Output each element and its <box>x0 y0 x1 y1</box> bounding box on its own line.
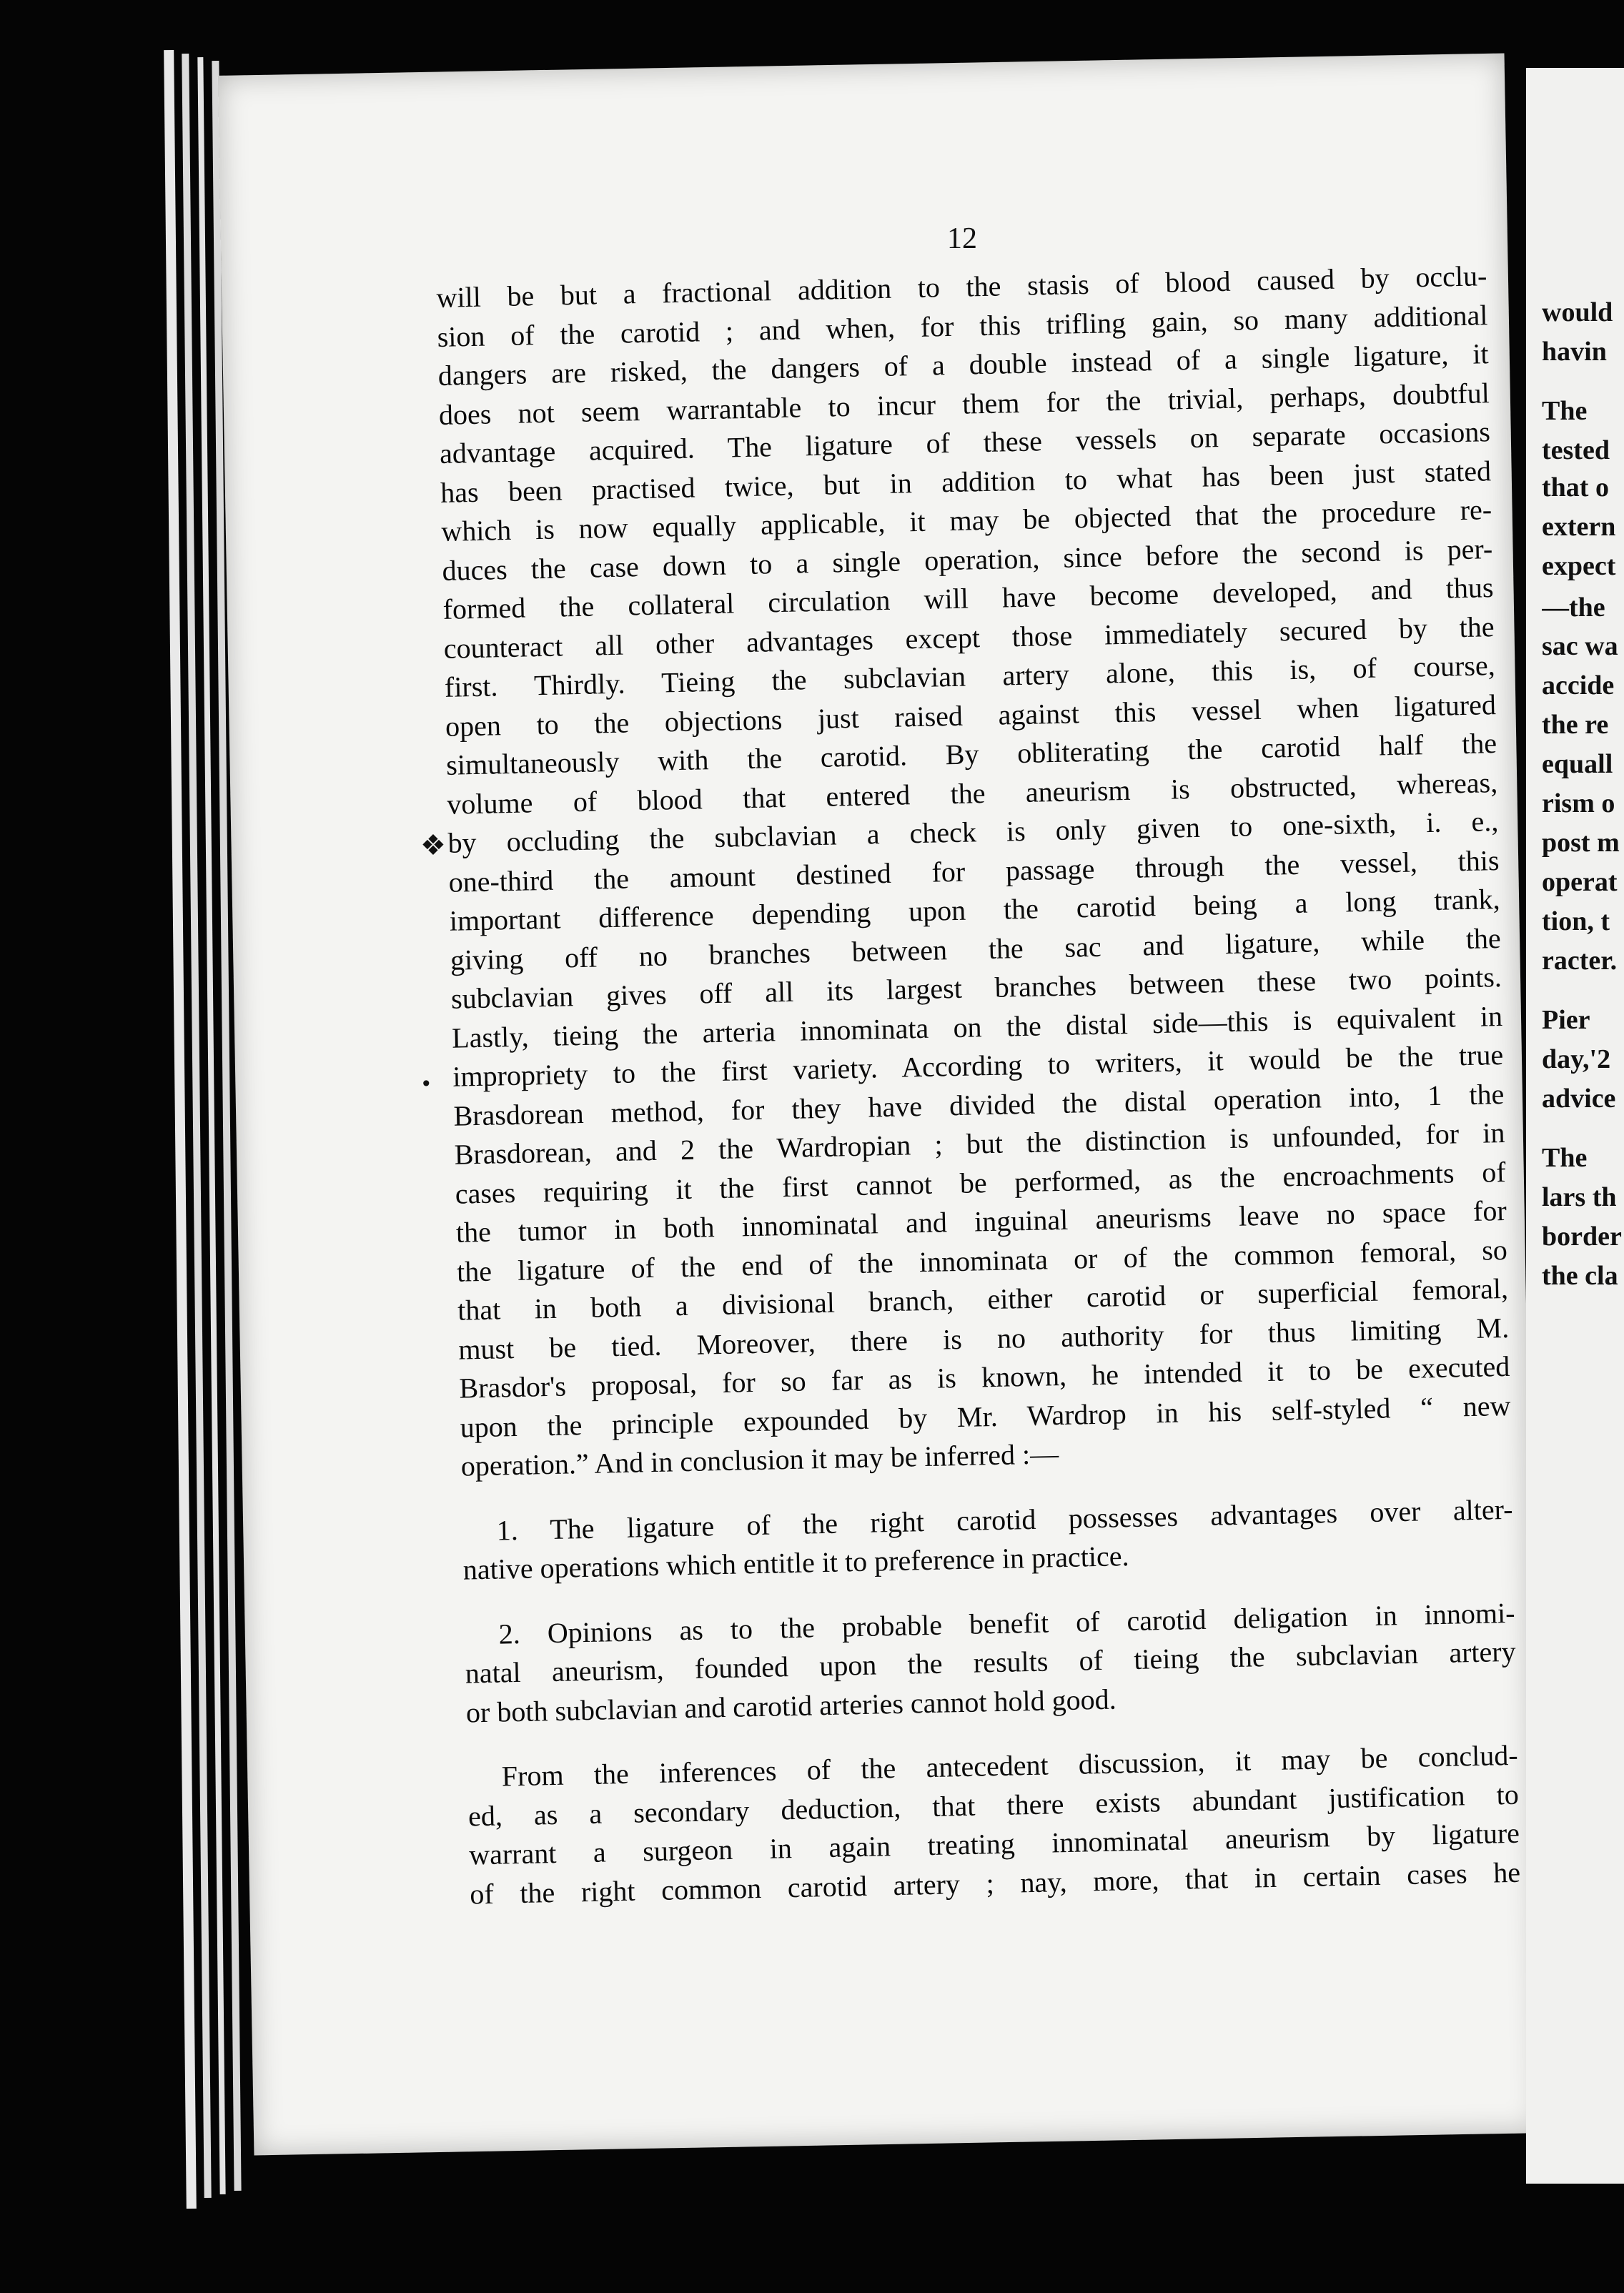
facing-page-fragment: havin <box>1542 337 1607 367</box>
text-line: warrant a surgeon in again treating innominatal aneurism by ligature <box>468 1816 1520 1871</box>
text-line: impropriety to the first variety. According to writers, it would be the true <box>452 1038 1504 1093</box>
text-line: 1. The ligature of the right carotid possesses advantages over alter- <box>496 1492 1513 1547</box>
facing-page-fragment: extern <box>1542 512 1616 542</box>
text-line: has been practised twice, but in addition to what has been just stated <box>440 454 1492 509</box>
text-line: 2. Opinions as to the probable benefit of carotid deligation in innomi- <box>498 1596 1515 1650</box>
text-line: counteract all other advantages except those immediately secured by the <box>443 610 1495 665</box>
text-line: one-third the amount destined for passage through the vessel, this <box>448 843 1500 898</box>
text-line: or both subclavian and carotid arteries cannot hold good. <box>465 1683 1117 1729</box>
facing-page-fragment: that o <box>1542 472 1609 502</box>
text-line: volume of blood that entered the aneurism is obstructed, whereas, <box>446 766 1498 821</box>
text-line: the ligature of the end of the innominata or of the common femoral, so <box>456 1233 1508 1288</box>
facing-page <box>1526 68 1624 2184</box>
page-number: 12 <box>947 222 977 255</box>
text-line: upon the principle expounded by Mr. Wardrop in his self-styled “ new <box>460 1389 1511 1444</box>
facing-page-fragment: tested <box>1542 435 1610 465</box>
facing-page-fragment: lars th <box>1542 1182 1617 1212</box>
text-line: first. Thirdly. Tieing the subclavian artery alone, this is, of course, <box>444 649 1496 703</box>
text-line: From the inferences of the antecedent discussion, it may be conclud- <box>501 1738 1519 1793</box>
text-line: open to the objections just raised against this vessel when ligatured <box>445 688 1497 743</box>
margin-mark: ❖ <box>420 829 446 862</box>
text-line: duces the case down to a single operation, since before the second is per- <box>442 532 1493 587</box>
facing-page-fragment: The <box>1542 1143 1588 1173</box>
text-line: simultaneously with the carotid. By obliterating the carotid half the <box>445 727 1497 781</box>
text-line: ed, as a secondary deduction, that there exists abundant justification to <box>467 1778 1520 1833</box>
facing-page-fragment: would <box>1542 297 1613 327</box>
margin-mark: • <box>420 1072 432 1096</box>
facing-page-fragment: expect <box>1542 551 1616 581</box>
text-line: Brasdorean, and 2 the Wardropian ; but the distinction is unfounded, for in <box>454 1116 1505 1171</box>
facing-page-fragment: the re <box>1542 710 1609 740</box>
facing-page-fragment: rism o <box>1542 788 1615 818</box>
text-line: must be tied. Moreover, there is no authority for thus limiting M. <box>457 1311 1510 1366</box>
text-line: cases requiring it the first cannot be performed, as the encroachments of <box>455 1155 1506 1210</box>
text-line: Lastly, tieing the arteria innominata on the distal side—this is equivalent in <box>451 999 1503 1054</box>
text-line: dangers are risked, the dangers of a double instead of a single ligature, it <box>437 337 1489 392</box>
facing-page-fragment: the cla <box>1542 1261 1618 1291</box>
facing-page-fragment: day,'2 <box>1542 1044 1611 1074</box>
facing-page-fragment: tion, t <box>1542 906 1610 936</box>
facing-page-fragment: post m <box>1542 828 1620 858</box>
text-line: subclavian gives off all its largest branches between these two points. <box>450 960 1502 1015</box>
text-line: formed the collateral circulation will have become developed, and thus <box>442 571 1494 625</box>
final-paragraph <box>467 1736 1520 1914</box>
facing-page-fragment: —the <box>1542 593 1605 623</box>
facing-page-fragment: advice <box>1542 1084 1616 1114</box>
facing-page-fragment: The <box>1542 396 1588 426</box>
text-line: advantage acquired. The ligature of these vessels on separate occasions <box>439 415 1491 470</box>
text-line: operation.” And in conclusion it may be inferred :— <box>460 1437 1059 1482</box>
text-line: the tumor in both innominatal and inguinal aneurisms leave no space for <box>455 1194 1507 1249</box>
text-line: does not seem warrantable to incur them for the trivial, perhaps, doubtful <box>438 376 1490 431</box>
facing-page-fragment: Pier <box>1542 1005 1590 1035</box>
text-line: which is now equally applicable, it may be objected that the procedure re- <box>440 493 1492 548</box>
text-line: by occluding the subclavian a check is only given to one-sixth, i. e., <box>447 805 1499 859</box>
text-line: that in both a divisional branch, either carotid or superficial femoral, <box>457 1272 1509 1327</box>
text-line: giving off no branches between the sac and ligature, while the <box>450 921 1502 976</box>
text-line: will be but a fractional addition to the stasis of blood caused by occlu- <box>436 259 1487 314</box>
main-text-block <box>436 257 1521 1913</box>
facing-page-fragment: equall <box>1542 749 1613 779</box>
text-line: natal aneurism, founded upon the results of tieing the subclavian artery <box>465 1635 1517 1690</box>
facing-page-fragment: racter. <box>1542 946 1618 976</box>
facing-page-fragment: accide <box>1542 670 1615 700</box>
text-line: important difference depending upon the carotid being a long trank, <box>449 883 1500 937</box>
facing-page-fragment: operat <box>1542 867 1618 897</box>
text-line: Brasdorean method, for they have divided the distal operation into, 1 the <box>453 1077 1505 1132</box>
text-line: native operations which entitle it to preference in practice. <box>462 1540 1129 1586</box>
numbered-point-2 <box>464 1593 1517 1732</box>
text-line: of the right common carotid artery ; nay, more, that in certain cases he <box>469 1856 1521 1910</box>
facing-page-fragment: border <box>1542 1222 1622 1252</box>
text-line: sion of the carotid ; and when, for this trifling gain, so many additional <box>437 298 1488 353</box>
facing-page-fragment: sac wa <box>1542 631 1618 661</box>
paragraph-body <box>436 257 1512 1486</box>
text-line: Brasdor's proposal, for so far as is known, he intended it to be executed <box>459 1349 1510 1405</box>
